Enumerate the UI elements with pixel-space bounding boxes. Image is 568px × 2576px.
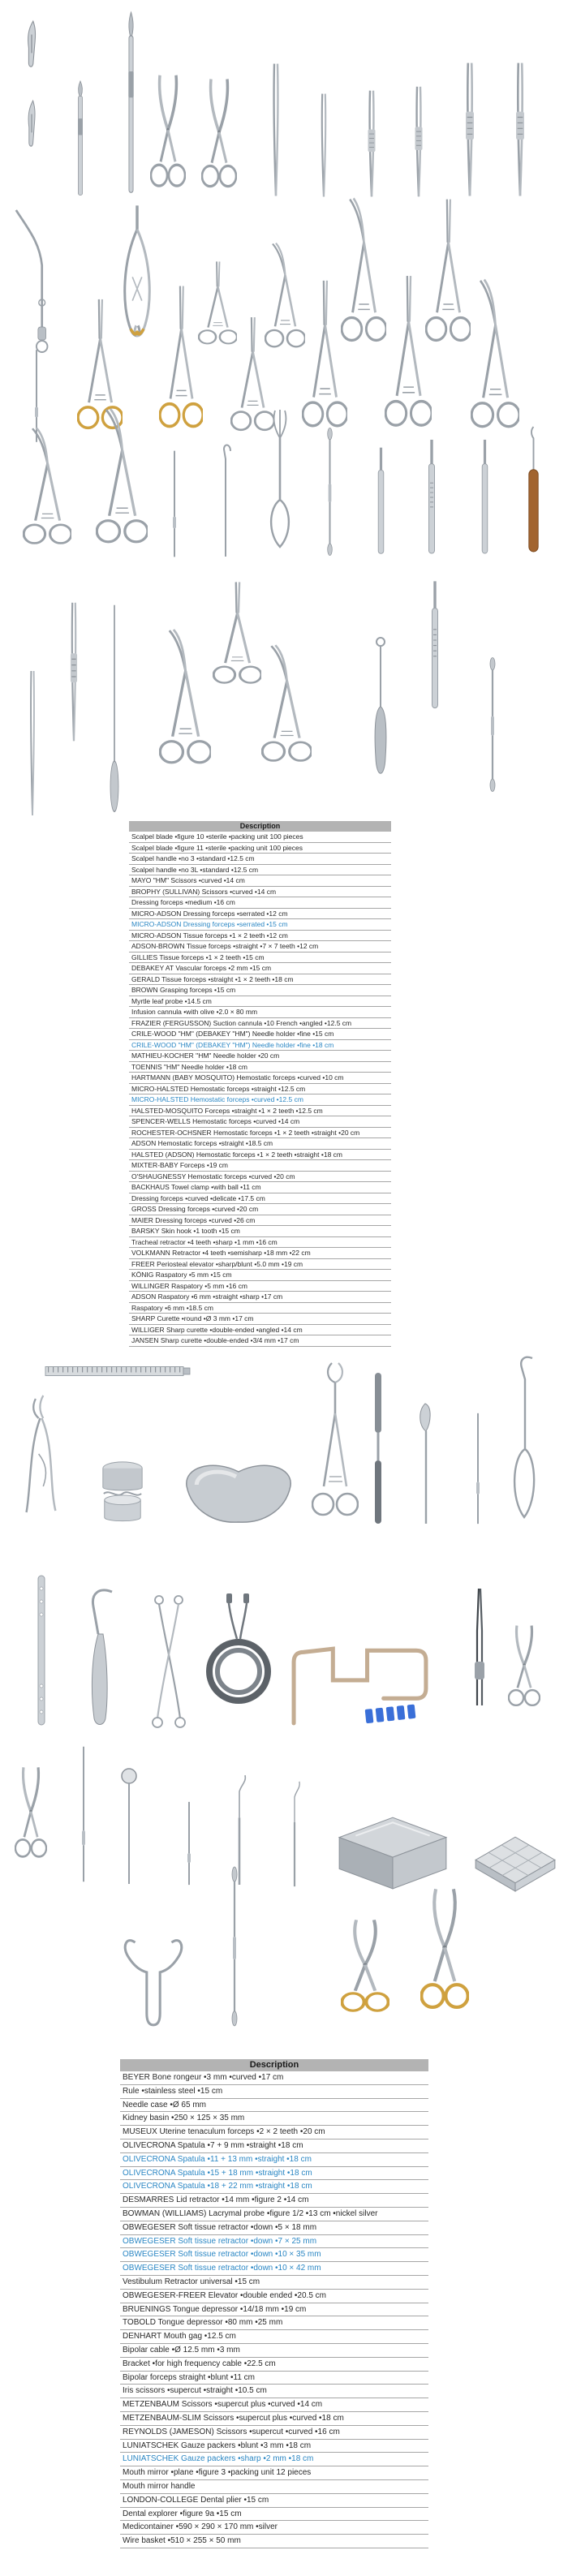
instrument-denhart-mouth-gag [148,1592,190,1730]
description-row: BOWMAN (WILLIAMS) Lacrymal probe •figure 1/2 •13 cm •nickel silver [120,2208,428,2221]
description-row: GROSS Dressing forceps •curved •20 cm [129,1204,391,1215]
instrument-mouth-mirror [120,1765,138,1887]
instrument-medicontainer [331,1811,454,1894]
description-row: Scalpel blade •figure 11 •sterile •packing unit 100 pieces [129,843,391,854]
description-row: OBWEGESER Soft tissue retractor •down •10 × 42 mm [120,2262,428,2276]
description-row: Bipolar forceps straight •blunt •11 cm [120,2372,428,2385]
description-row: GERALD Tissue forceps •straight •1 × 2 teeth •18 cm [129,974,391,986]
description-row: CRILE-WOOD "HM" (DEBAKEY "HM") Needle holder •fine •15 cm [129,1029,391,1040]
description-row: FRAZIER (FERGUSSON) Suction cannula •10 French •angled •12.5 cm [129,1018,391,1030]
description-row: BARSKY Skin hook •1 tooth •15 cm [129,1226,391,1237]
description-row: TOBOLD Tongue depressor •80 mm •25 mm [120,2316,428,2330]
table1-body [129,832,391,1347]
instrument-dental-explorer [286,1777,303,1890]
description-row: Bipolar cable •Ø 12.5 mm •3 mm [120,2344,428,2358]
instrument-metzenbaum-supercut-scissors [420,1882,469,2022]
instrument-rule [45,1365,191,1378]
instrument-scalpel-handle-no3 [75,80,86,200]
description-row: ADSON Hemostatic forceps •straight •18.5 cm [129,1138,391,1150]
instrument-beyer-bone-rongeur [20,1389,74,1527]
description-row: Iris scissors •supercut •straight •10.5 cm [120,2385,428,2398]
instrument-iris-scissors [508,1621,540,1715]
description-row: WILLINGER Raspatory •5 mm •16 cm [129,1281,391,1292]
description-row: MIXTER-BABY Forceps •19 cm [129,1160,391,1172]
description-row: OLIVECRONA Spatula •15 + 18 mm •straight •18 cm [120,2167,428,2181]
instrument-wire-basket [469,1826,562,1895]
description-row: BRUENINGS Tongue depressor •14/18 mm •19 cm [120,2303,428,2317]
description-row: O'SHAUGNESSY Hemostatic forceps •curved •20 cm [129,1172,391,1183]
description-row: HALSTED-MOSQUITO Forceps •straight •1 × 2 teeth •12.5 cm [129,1106,391,1117]
description-row: METZENBAUM-SLIM Scissors •supercut plus •curved •18 cm [120,2412,428,2426]
instrument-micro-adson-dressing-forceps [316,91,331,200]
instrument-brophy-sullivan-scissors [201,73,237,200]
description-row: SHARP Curette •round •Ø 3 mm •17 cm [129,1314,391,1325]
instrument-obwegeser-vestibulum-retractor [117,1931,190,2032]
instrument-bruenings-tongue-depressor [75,1584,122,1730]
instrument-volkmann-retractor [264,404,296,558]
description-row: MICRO-ADSON Dressing forceps •serrated •12 cm [129,909,391,920]
description-table-1 [129,821,391,1347]
description-row: Scalpel handle •no 3 •standard •12.5 cm [129,854,391,865]
description-row: FREER Periosteal elevator •sharp/blunt •5.0 mm •19 cm [129,1259,391,1271]
instrument-obwegeser-soft-tissue-retractor [506,1353,540,1528]
instrument-olivecrona-spatula [372,1370,385,1527]
instrument-micro-halsted-forceps-curved [265,239,305,359]
description-row: Medicontainer •590 × 290 × 170 mm •silver [120,2521,428,2535]
instrument-museux-tenaculum-forceps [312,1357,359,1530]
instrument-sharp-curette-round [372,634,389,790]
description-row: MUSEUX Uterine tenaculum forceps •2 × 2 teeth •20 cm [120,2126,428,2139]
table2-body [120,2071,428,2548]
instrument-hf-cable-bracket [286,1637,437,1728]
description-row: Bracket •for high frequency cable •22.5 cm [120,2358,428,2372]
description-row: HALSTED (ADSON) Hemostatic forceps •1 × 2 teeth •straight •18 cm [129,1150,391,1161]
instrument-needle-case [99,1459,146,1527]
instrument-delicate-dressing-forceps [26,667,39,819]
description-row: Dental explorer •figure 9a •15 cm [120,2508,428,2522]
instrument-bowman-lacrymal-probe [474,1410,482,1527]
description-row: MAYO "HM" Scissors •curved •14 cm [129,875,391,887]
instrument-raspatory-6mm [428,578,441,712]
table1-header: Description [129,821,391,832]
instrument-adson-raspatory [479,437,491,557]
instrument-scalpel-blade-fig11 [25,99,38,149]
description-row: BEYER Bone rongeur •3 mm •curved •17 cm [120,2071,428,2085]
instrument-mayo-hm-scissors [150,69,186,200]
description-row: BACKHAUS Towel clamp •with ball •11 cm [129,1182,391,1193]
description-row: ADSON-BROWN Tissue forceps •straight •7 × 7 teeth •12 cm [129,941,391,953]
description-row: MAIER Dressing forceps •curved •26 cm [129,1215,391,1227]
description-row: METZENBAUM Scissors •supercut plus •curved •14 cm [120,2398,428,2412]
instrument-koenig-raspatory [375,445,387,557]
instrument-micro-adson-tissue-forceps [364,88,380,200]
description-row: Mouth mirror •plane •figure 3 •packing unit 12 pieces [120,2466,428,2480]
instrument-tracheal-retractor [219,440,232,560]
description-row: MICRO-ADSON Dressing forceps •serrated •15 cm [129,919,391,931]
description-row: MICRO-HALSTED Hemostatic forceps •straight •12.5 cm [129,1084,391,1095]
instrument-maier-dressing-forceps [261,641,312,775]
description-row: JANSEN Sharp curette •double-ended •3/4 mm •17 cm [129,1335,391,1347]
description-row: Rule •stainless steel •15 cm [120,2085,428,2099]
description-row: Mouth mirror handle [120,2480,428,2494]
description-row: Raspatory •6 mm •18.5 cm [129,1303,391,1314]
instrument-gerald-tissue-forceps [67,599,81,745]
instrument-mixter-baby-forceps [23,424,71,557]
description-row: Kidney basin •250 × 125 × 35 mm [120,2112,428,2126]
description-row: ROCHESTER-OCHSNER Hemostatic forceps •1 × 2 teeth •straight •20 cm [129,1128,391,1139]
instrument-adson-hemostatic-forceps [425,193,471,358]
description-row: HARTMANN (BABY MOSQUITO) Hemostatic forceps •curved •10 cm [129,1073,391,1084]
instrument-scalpel-handle-no3l [125,10,137,200]
description-row: MICRO-HALSTED Hemostatic forceps •curved •12.5 cm [129,1094,391,1106]
instrument-reynolds-supercut-scissors [341,1915,389,2022]
instrument-barsky-skin-hook [170,448,179,560]
instrument-luniatschek-gauze-packer-sharp [185,1800,193,1887]
description-row: DENHART Mouth gag •12.5 cm [120,2330,428,2344]
instrument-bipolar-cable [204,1592,273,1714]
instrument-obwegeser-freer-elevator [229,1864,240,2028]
instrument-halsted-adson-forceps [471,274,519,445]
instrument-bipolar-forceps [469,1584,490,1709]
description-row: MATHIEU-KOCHER "HM" Needle holder •20 cm [129,1051,391,1062]
instrument-scalpel-blade-fig10 [24,19,39,70]
instrument-oshaugnessy-forceps [96,404,148,558]
instrument-freer-periosteal-elevator [325,426,335,557]
instrument-toennis-needle-holder [159,280,203,444]
instrument-gillies-tissue-forceps [461,59,479,200]
description-row: Tracheal retractor •4 teeth •sharp •1 mm •16 cm [129,1237,391,1249]
description-table-2 [120,2059,428,2548]
description-row: GILLIES Tissue forceps •1 × 2 teeth •15 cm [129,953,391,964]
description-row: LUNIATSCHEK Gauze packers •blunt •3 mm •18 cm [120,2440,428,2453]
instrument-dressing-forceps-16cm [268,60,284,200]
description-row: VOLKMANN Retractor •4 teeth •semisharp •18 mm •22 cm [129,1248,391,1259]
instrument-willinger-raspatory [425,437,438,557]
description-row: Vestibulum Retractor universal •15 cm [120,2276,428,2290]
description-row: Dressing forceps •medium •16 cm [129,897,391,909]
description-row: OLIVECRONA Spatula •18 + 22 mm •straight •18 cm [120,2180,428,2194]
description-row: LUNIATSCHEK Gauze packers •sharp •2 mm •18 cm [120,2453,428,2466]
description-row: Infusion cannula •with olive •2.0 × 80 mm [129,1007,391,1018]
description-row: OBWEGESER Soft tissue retractor •down •7 × 25 mm [120,2235,428,2249]
description-row: Needle case •Ø 65 mm [120,2099,428,2113]
description-row: Myrtle leaf probe •14.5 cm [129,996,391,1008]
description-row: OLIVECRONA Spatula •11 + 13 mm •straight •18 cm [120,2153,428,2167]
table2-header: Description [120,2059,428,2071]
description-row: WILLIGER Sharp curette •double-ended •angled •14 cm [129,1325,391,1336]
description-row: OBWEGESER-FREER Elevator •double ended •20.5 cm [120,2290,428,2303]
instrument-spencer-wells-forceps [341,193,386,358]
instrument-vestibulum-retractor [34,1572,49,1728]
instrument-luniatschek-gauze-packer-blunt [80,1743,88,1886]
instrument-frazier-suction-cannula [11,207,58,361]
instrument-mathieu-kocher-needle-holder [114,201,161,363]
instrument-debakey-vascular-forceps [511,59,529,200]
description-row: KÖNIG Raspatory •5 mm •15 cm [129,1270,391,1281]
instrument-metzenbaum-scissors [15,1762,47,1868]
description-row: CRILE-WOOD "HM" (DEBAKEY "HM") Needle holder •fine •18 cm [129,1040,391,1051]
instrument-desmarres-lid-retractor [417,1397,435,1527]
description-row: BROWN Grasping forceps •15 cm [129,985,391,996]
description-row: REYNOLDS (JAMESON) Scissors •supercut •curved •16 cm [120,2426,428,2440]
description-row: LONDON-COLLEGE Dental plier •15 cm [120,2494,428,2508]
instrument-kidney-basin [180,1456,297,1527]
description-row: DESMARRES Lid retractor •14 mm •figure 2 •14 cm [120,2194,428,2208]
description-row: BROPHY (SULLIVAN) Scissors •curved •14 cm [129,887,391,898]
description-row: OBWEGESER Soft tissue retractor •down •5 × 18 mm [120,2221,428,2235]
instrument-dressing-forceps-curved [213,578,261,695]
instrument-williger-sharp-curette [487,656,498,793]
instrument-myrtle-leaf-probe [109,599,120,819]
description-row: Dressing forceps •curved •delicate •17.5 cm [129,1193,391,1205]
description-row: TOENNIS "HM" Needle holder •18 cm [129,1062,391,1073]
instrument-adson-brown-tissue-forceps [411,84,427,200]
description-row: SPENCER-WELLS Hemostatic forceps •curved •14 cm [129,1116,391,1128]
instrument-gross-dressing-forceps [159,625,211,779]
description-row: MICRO-ADSON Tissue forceps •1 × 2 teeth •12 cm [129,931,391,942]
description-row: ADSON Raspatory •6 mm •straight •sharp •17 cm [129,1292,391,1303]
description-row: DEBAKEY AT Vascular forceps •2 mm •15 cm [129,963,391,974]
description-row: Wire basket •510 × 255 × 50 mm [120,2535,428,2548]
instrument-jansen-sharp-curette [526,424,541,555]
description-row: Scalpel blade •figure 10 •sterile •packing unit 100 pieces [129,832,391,843]
description-row: OLIVECRONA Spatula •7 + 9 mm •straight •18 cm [120,2139,428,2153]
description-row: OBWEGESER Soft tissue retractor •down •10 × 35 mm [120,2248,428,2262]
description-row: Scalpel handle •no 3L •standard •12.5 cm [129,865,391,876]
